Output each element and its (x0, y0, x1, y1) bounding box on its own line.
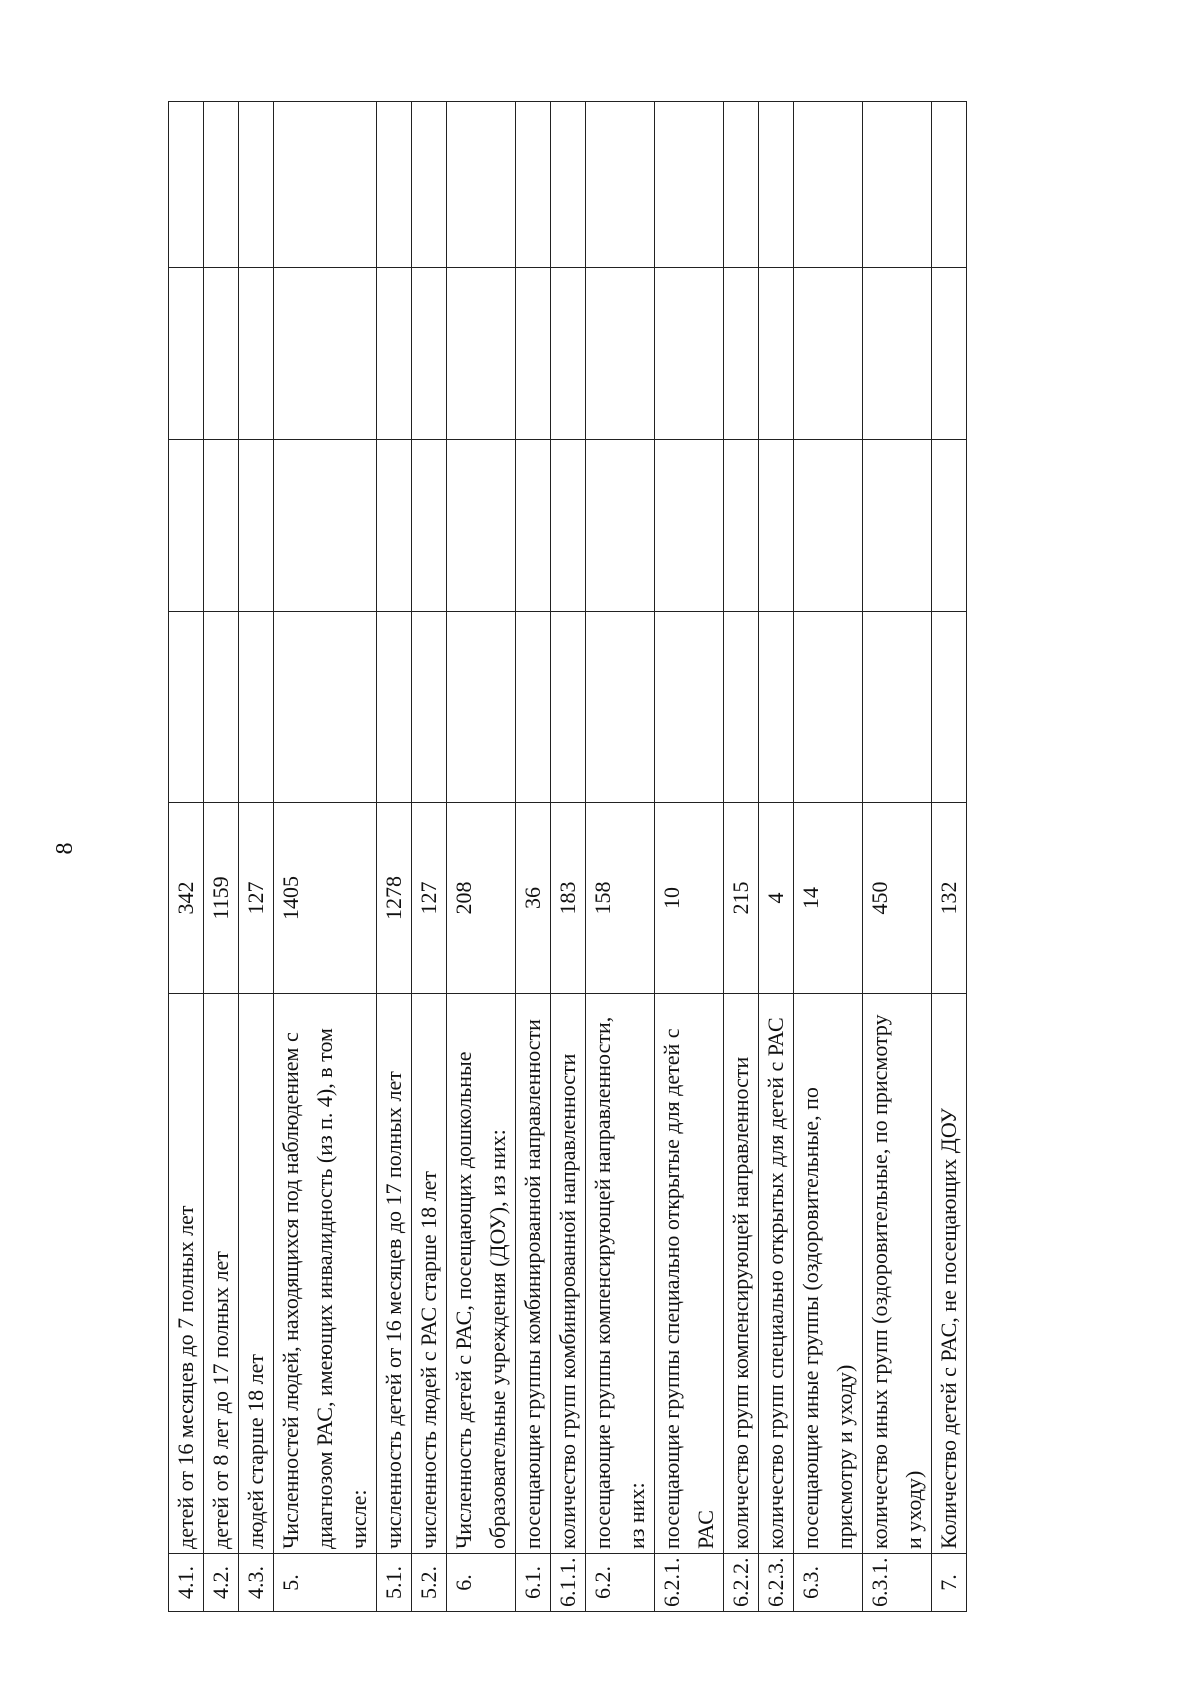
empty-cell (447, 268, 516, 440)
row-number: 5. (274, 1554, 377, 1612)
empty-cell (412, 268, 447, 440)
empty-cell (169, 440, 204, 612)
empty-cell (377, 268, 412, 440)
empty-cell (586, 440, 655, 612)
table-row (274, 102, 377, 1612)
row-value: 1159 (204, 803, 239, 994)
row-number: 5.2. (412, 1554, 447, 1612)
empty-cell (932, 612, 967, 803)
empty-cell (274, 102, 377, 268)
row-number: 6.1.1. (551, 1554, 586, 1612)
row-value: 1278 (377, 803, 412, 994)
empty-cell (239, 612, 274, 803)
empty-cell (169, 612, 204, 803)
empty-cell (863, 102, 932, 268)
empty-cell (274, 268, 377, 440)
empty-cell (794, 440, 863, 612)
row-value: 127 (412, 803, 447, 994)
empty-cell (274, 440, 377, 612)
row-label: количество иных групп (оздоровительные, по присмотру и уходу) (863, 994, 932, 1554)
empty-cell (412, 102, 447, 268)
row-number: 6.2. (586, 1554, 655, 1612)
empty-cell (447, 440, 516, 612)
empty-cell (377, 102, 412, 268)
table-row (377, 102, 412, 1612)
row-label: детей от 16 месяцев до 7 полных лет (169, 994, 204, 1554)
row-label: посещающие группы компенсирующей направленности, из них: (586, 994, 655, 1554)
row-label: численность детей от 16 месяцев до 17 полных лет (377, 994, 412, 1554)
empty-cell (759, 268, 794, 440)
empty-cell (863, 440, 932, 612)
empty-cell (932, 102, 967, 268)
table-row (447, 102, 516, 1612)
row-number: 4.1. (169, 1554, 204, 1612)
table-row (655, 102, 724, 1612)
empty-cell (377, 612, 412, 803)
row-label: Количество детей с РАС, не посещающих ДОУ (932, 994, 967, 1554)
row-label: людей старше 18 лет (239, 994, 274, 1554)
row-value: 4 (759, 803, 794, 994)
table-row (169, 102, 204, 1612)
empty-cell (655, 268, 724, 440)
empty-cell (586, 268, 655, 440)
row-number: 6. (447, 1554, 516, 1612)
row-number: 5.1. (377, 1554, 412, 1612)
empty-cell (863, 268, 932, 440)
empty-cell (759, 612, 794, 803)
empty-cell (516, 440, 551, 612)
table-row (239, 102, 274, 1612)
empty-cell (169, 102, 204, 268)
empty-cell (794, 102, 863, 268)
empty-cell (863, 612, 932, 803)
empty-cell (551, 102, 586, 268)
empty-cell (551, 440, 586, 612)
empty-cell (239, 268, 274, 440)
row-label: детей от 8 лет до 17 полных лет (204, 994, 239, 1554)
empty-cell (586, 102, 655, 268)
row-label: Численностей людей, находящихся под наблюдением с диагнозом РАС, имеющих инвалидность (из п. 4), в том числе: (274, 994, 377, 1554)
empty-cell (516, 102, 551, 268)
empty-cell (586, 612, 655, 803)
row-value: 215 (724, 803, 759, 994)
empty-cell (274, 612, 377, 803)
row-label: количество групп специально открытых для детей с РАС (759, 994, 794, 1554)
row-number: 6.2.2. (724, 1554, 759, 1612)
empty-cell (724, 268, 759, 440)
empty-cell (204, 268, 239, 440)
row-value: 183 (551, 803, 586, 994)
empty-cell (239, 102, 274, 268)
row-number: 6.3.1. (863, 1554, 932, 1612)
row-value: 14 (794, 803, 863, 994)
row-value: 208 (447, 803, 516, 994)
row-value: 158 (586, 803, 655, 994)
empty-cell (724, 102, 759, 268)
table-row (932, 102, 967, 1612)
table-row (759, 102, 794, 1612)
page-number: 8 (52, 842, 78, 855)
table-row (204, 102, 239, 1612)
empty-cell (239, 440, 274, 612)
row-number: 6.1. (516, 1554, 551, 1612)
table-row (863, 102, 932, 1612)
row-value: 127 (239, 803, 274, 994)
empty-cell (724, 612, 759, 803)
statistics-table (168, 101, 967, 1612)
empty-cell (447, 612, 516, 803)
empty-cell (204, 612, 239, 803)
row-value: 36 (516, 803, 551, 994)
row-number: 6.2.1. (655, 1554, 724, 1612)
row-label: посещающие группы комбинированной направленности (516, 994, 551, 1554)
row-number: 4.2. (204, 1554, 239, 1612)
empty-cell (794, 612, 863, 803)
row-value: 342 (169, 803, 204, 994)
table-row (516, 102, 551, 1612)
row-label: посещающие группы специально открытые для детей с РАС (655, 994, 724, 1554)
empty-cell (932, 440, 967, 612)
empty-cell (724, 440, 759, 612)
empty-cell (169, 268, 204, 440)
empty-cell (551, 268, 586, 440)
empty-cell (655, 612, 724, 803)
row-number: 4.3. (239, 1554, 274, 1612)
empty-cell (377, 440, 412, 612)
row-value: 132 (932, 803, 967, 994)
empty-cell (447, 102, 516, 268)
empty-cell (655, 440, 724, 612)
empty-cell (551, 612, 586, 803)
empty-cell (759, 102, 794, 268)
empty-cell (516, 612, 551, 803)
row-label: численность людей с РАС старше 18 лет (412, 994, 447, 1554)
empty-cell (204, 440, 239, 612)
row-value: 450 (863, 803, 932, 994)
empty-cell (794, 268, 863, 440)
row-value: 1405 (274, 803, 377, 994)
row-label: количество групп компенсирующей направленности (724, 994, 759, 1554)
row-label: Численность детей с РАС, посещающих дошкольные образовательные учреждения (ДОУ), из них: (447, 994, 516, 1554)
table-row (794, 102, 863, 1612)
row-number: 6.2.3. (759, 1554, 794, 1612)
empty-cell (759, 440, 794, 612)
row-number: 6.3. (794, 1554, 863, 1612)
row-label: количество групп комбинированной направленности (551, 994, 586, 1554)
empty-cell (655, 102, 724, 268)
table-row (412, 102, 447, 1612)
row-label: посещающие иные группы (оздоровительные, по присмотру и уходу) (794, 994, 863, 1554)
empty-cell (412, 612, 447, 803)
table-row (724, 102, 759, 1612)
table-row (551, 102, 586, 1612)
table-row (586, 102, 655, 1612)
row-number: 7. (932, 1554, 967, 1612)
empty-cell (204, 102, 239, 268)
row-value: 10 (655, 803, 724, 994)
empty-cell (412, 440, 447, 612)
empty-cell (932, 268, 967, 440)
empty-cell (516, 268, 551, 440)
